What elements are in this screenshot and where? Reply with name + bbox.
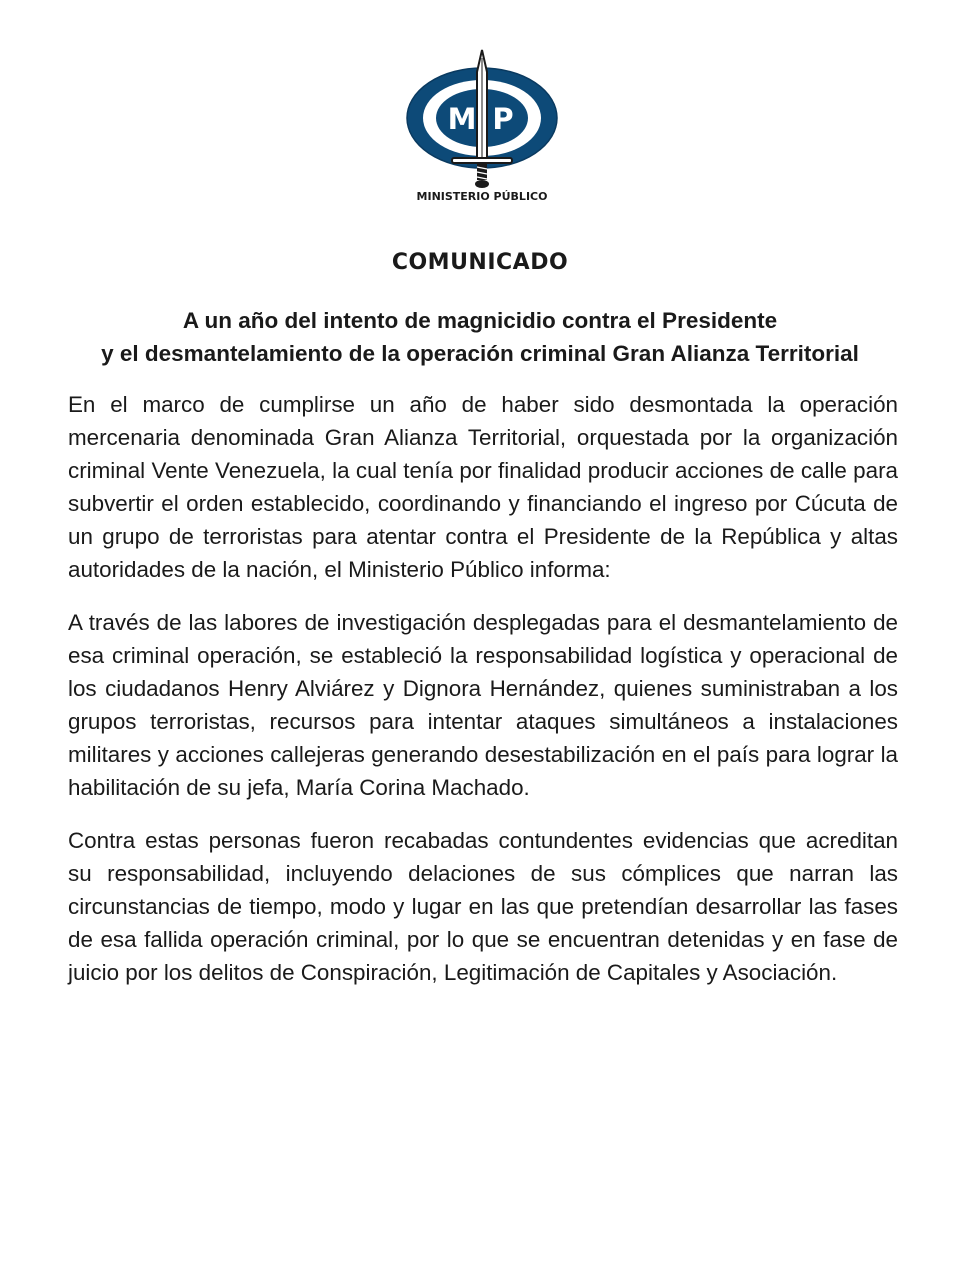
headline (40, 304, 920, 370)
document-body (68, 388, 898, 1009)
paragraph-1: En el marco de cumplirse un año de haber sido desmontada la operación mercenaria denominada Gran Alianza Territorial, orquestada por la organización criminal Vente Venezuela, la cual tenía por finalidad producir acciones de calle para subvertir el orden establecido, coordinando y financiando el ingreso por Cúcuta de un grupo de terroristas para atentar contra el Presidente de la República y altas autoridades de la nación, el Ministerio Público informa: (68, 392, 898, 582)
headline-line-2: y el desmantelamiento de la operación criminal Gran Alianza Territorial (101, 341, 859, 366)
svg-text:M: M (447, 102, 477, 136)
logo-caption: MINISTERIO PÚBLICO (416, 190, 548, 203)
sword-emblem-icon (400, 48, 566, 208)
svg-text:P: P (492, 102, 514, 136)
document-type-title: COMUNICADO (391, 250, 569, 275)
paragraph-2: A través de las labores de investigación desplegadas para el desmantelamiento de esa criminal operación, se estableció la responsabilidad logística y operacional de los ciudadanos Henry Alviárez y Dignora Hernández, quienes suministraban a los grupos terroristas, recursos para intentar ataques simultáneos a instalaciones militares y acciones callejeras generando desestabilización en el país para lograr la habilitación de su jefa, María Corina Machado. (68, 610, 898, 800)
paragraph-3: Contra estas personas fueron recabadas contundentes evidencias que acreditan su responsabilidad, incluyendo delaciones de sus cómplices que narran las circunstancias de tiempo, modo y lugar en las que pretendían desarrollar las fases de esa fallida operación criminal, por lo que se encuentran detenidas y en fase de juicio por los delitos de Conspiración, Legitimación de Capitales y Asociación. (68, 828, 898, 985)
ministerio-publico-logo (400, 48, 566, 208)
headline-line-1: A un año del intento de magnicidio contra el Presidente (182, 308, 778, 333)
